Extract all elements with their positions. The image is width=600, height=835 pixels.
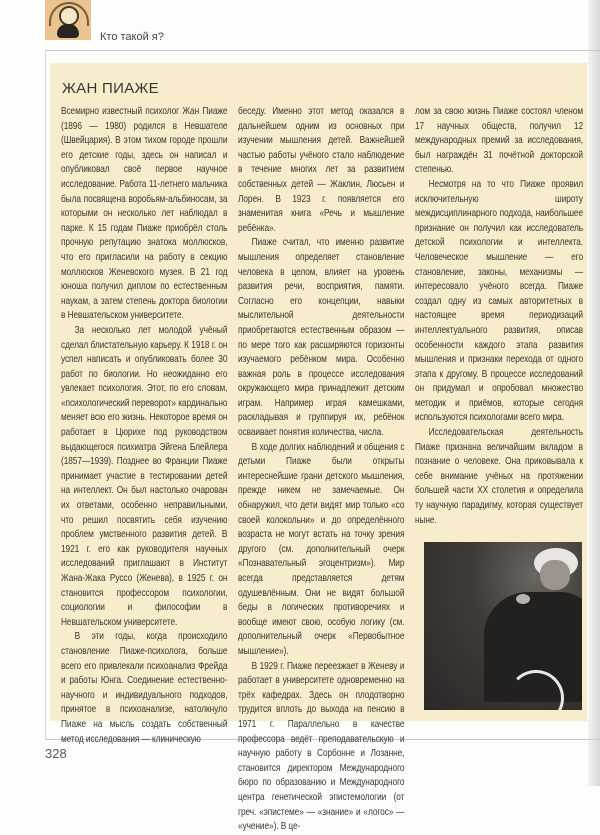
paragraph: В эти годы, когда происходило становление Пиаже-психолога, больше всего его привлекали психоанализ Фрейда и работы Юнга. Соединение естественно-научного и индивидуального подходов, принятое в психоанализе, натолкнуло Пиаже на мысль создать собственный метод исследования — клиническую — [61, 631, 228, 745]
column-3-wrapper — [415, 105, 583, 710]
article-title: ЖАН ПИАЖЕ — [62, 80, 159, 97]
portrait-logo-icon — [45, 0, 91, 40]
column-2 — [238, 105, 404, 835]
page-number: 328 — [45, 746, 67, 761]
section-title: Кто такой я? — [100, 31, 164, 43]
paragraph: Всемирно известный психолог Жан Пиаже (1896 — 1980) родился в Невшателе (Швейцария). В этом тихом городе прошли его детские годы, здесь он написал и опубликовал своё первое научное исследование. Работа 11-летнего мальчика была посвящена воробьям-альбиносам, за которыми он несколько лет наблюдал в парке. К 15 годам Пиаже приобрёл столь прочную репутацию знатока моллюсков, что его пригласили на работу в секцию моллюсков Женевского музея. В 21 год юноша получил диплом по естественным наукам, а затем степень доктора биологии в Невшательском университете. — [61, 106, 228, 322]
paragraph: Пиаже считал, что именно развитие мышления определяет становление человека в целом, влияет на уровень развития речи, восприятия, памяти. Согласно его концепции, навыки мыслительной деятельности приобретаются естественным образом — по мере того как расширяются горизонты изучаемого ребёнком мира. Особенно важная роль в процессе исследования окружающего мира принадлежит детским играм. Например играя камешками, раскладывая и группируя их, ребёнок осваивает понятия количества, числа. — [238, 237, 405, 439]
photo-figure-head — [540, 560, 570, 590]
paragraph: Исследовательская деятельность Пиаже признана величайшим вкладом в познание о человеке. Она приковывала к себе внимание учёных на протяжении большей части XX столетия и определила ту научную парадигму, которая существует ныне. — [415, 427, 583, 526]
column-1 — [61, 105, 227, 747]
piaget-photo — [424, 542, 582, 710]
paragraph: Несмотря на то что Пиаже проявил исключительную широту междисциплинарного подхода, наибольшее признание он получил как исследователь детской психологии и интеллекта. Человеческое мышление — его становление, законы, механизмы — интересовало учёного всегда. Пиаже создал одну из самых авторитетных в настоящее время периодизаций интеллектуального развития, описав особенности каждого этапа развития мышления и признаки перехода от одного этапа к другому. В процессе исследований он придумал и опробовал множество методик и приёмов, которые сегодня используются психологами всего мира. — [415, 178, 583, 424]
paragraph: В ходе долгих наблюдений и общения с детьми Пиаже были открыты интереснейшие грани детского мышления, прежде никем не замечаемые. Он обнаружил, что дети видят мир только «со своей колокольни» и до определённого возраста не могут встать на точку зрения другого (см. дополнительный очерк «Познавательный эгоцентризм»). Мир всегда представляется детям одушевлённым. Они не видят большой беды в логических противоречиях и вообще имеют свою, особую логику (см. дополнительный очерк «Первобытное мышление»). — [238, 441, 405, 657]
logo-body — [57, 24, 79, 38]
logo-face — [59, 6, 79, 26]
paragraph: лом за свою жизнь Пиаже состоял членом 17 научных обществ, получил 12 международных премий за исследования, был награждён 31 почётной докторской степенью. — [415, 106, 583, 176]
paragraph: беседу. Именно этот метод оказался в дальнейшем одним из основных при изучении мышления детей. Важнейшей частью работы учёного стало наблюдение в течение многих лет за развитием собственных детей — Жаклин, Люсьен и Лорен. В 1923 г. появляется его знаменитая книга «Речь и мышление ребёнка». — [238, 106, 405, 234]
paragraph: За несколько лет молодой учёный сделал блистательную карьеру. К 1918 г. он успел написать и опубликовать более 30 работ по биологии. Но неожиданно его увлекает психология. Этот, по его словам, «психологический переворот» кардинально меняет всю его жизнь. Некоторое время он работает в Цюрихе под руководством выдающегося психиатра Эйгена Блейлера (1857—1939). Позднее во Франции Пиаже принимает участие в тестировании детей на интеллект. Он был настолько очарован их ответами, особенно неправильными, что решил посвятить себя изучению проблем умственного развития детей. В 1921 г. его как руководителя научных исследований приглашают в Институт Жана-Жака Руссо (Женева), в 1925 г. он становится профессором психологии, социологии и философии в Невшательском университете. — [61, 324, 228, 628]
paragraph: В 1929 г. Пиаже переезжает в Женеву и работает в университете одновременно на трёх кафедрах. Здесь он плодотворно трудится вплоть до выхода на пенсию в 1971 г. Параллельно в качестве профессора ведёт преподавательскую и научную работу в Сорбонне и Лозанне, становится директором Международного бюро по образованию и Международного центра генетической эпистемологии (от греч. «эпистеме» — «знание» и «логос» — «учение»). В це- — [238, 660, 405, 833]
column-3 — [415, 105, 583, 528]
